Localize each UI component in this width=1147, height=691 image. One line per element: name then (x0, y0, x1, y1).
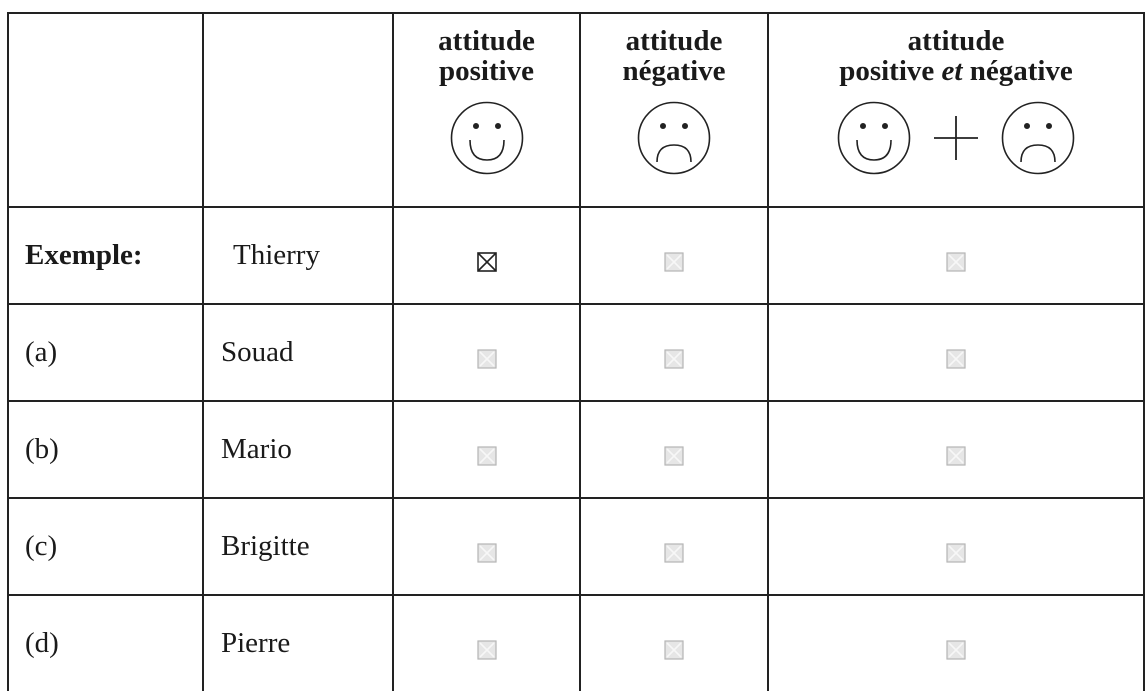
empty-checkbox-icon[interactable] (664, 538, 684, 558)
face-group (769, 100, 1143, 176)
header-row (8, 13, 1144, 207)
cell-positive (393, 304, 580, 401)
column-title-line: positive (438, 55, 535, 87)
face-group (394, 100, 579, 176)
empty-checkbox-icon[interactable] (664, 635, 684, 655)
empty-checkbox-icon[interactable] (477, 538, 497, 558)
cell-both (768, 207, 1144, 304)
empty-checkbox-icon[interactable] (946, 441, 966, 461)
column-title-line: attitude (907, 25, 1005, 57)
row-name: Brigitte (203, 498, 393, 595)
face-group (581, 100, 767, 176)
header-both (768, 13, 1144, 207)
empty-checkbox-icon[interactable] (664, 247, 684, 267)
column-title-positive (394, 26, 579, 86)
empty-checkbox-icon[interactable] (946, 344, 966, 364)
sad-face-icon (1000, 100, 1076, 176)
table-row (8, 207, 1144, 304)
cell-negative (580, 304, 768, 401)
row-label: (a) (8, 304, 203, 401)
column-title-negative (581, 26, 767, 86)
cell-negative (580, 401, 768, 498)
row-name: Mario (203, 401, 393, 498)
table-row (8, 304, 1144, 401)
title-part: négative (962, 55, 1073, 87)
empty-checkbox-icon[interactable] (477, 635, 497, 655)
empty-checkbox-icon[interactable] (664, 344, 684, 364)
table-row (8, 498, 1144, 595)
title-part: positive (839, 55, 942, 87)
header-positive (393, 13, 580, 207)
empty-checkbox-icon[interactable] (946, 635, 966, 655)
sad-face-icon (636, 100, 712, 176)
empty-checkbox-icon[interactable] (477, 344, 497, 364)
header-negative (580, 13, 768, 207)
cell-negative (580, 498, 768, 595)
plus-icon (926, 108, 986, 168)
table-row (8, 595, 1144, 691)
cell-positive (393, 401, 580, 498)
row-name: Souad (203, 304, 393, 401)
cell-negative (580, 595, 768, 691)
column-title-both (769, 26, 1143, 86)
cell-both (768, 498, 1144, 595)
title-emphasis: et (941, 55, 963, 87)
checked-box-icon[interactable] (477, 247, 497, 267)
empty-checkbox-icon[interactable] (946, 247, 966, 267)
cell-positive (393, 595, 580, 691)
empty-checkbox-icon[interactable] (477, 441, 497, 461)
column-title-line: attitude (625, 25, 723, 57)
smiley-face-icon (449, 100, 525, 176)
cell-both (768, 304, 1144, 401)
cell-both (768, 401, 1144, 498)
row-name: Pierre (203, 595, 393, 691)
table-row (8, 401, 1144, 498)
row-label: (b) (8, 401, 203, 498)
smiley-face-icon (836, 100, 912, 176)
column-title-line: négative (622, 55, 726, 87)
row-label: Exemple: (8, 207, 203, 304)
answer-grid (7, 12, 1145, 691)
cell-both (768, 595, 1144, 691)
row-label: (c) (8, 498, 203, 595)
row-label: (d) (8, 595, 203, 691)
row-name: Thierry (203, 207, 393, 304)
empty-checkbox-icon[interactable] (946, 538, 966, 558)
column-title-line (769, 56, 1143, 86)
cell-positive (393, 207, 580, 304)
empty-checkbox-icon[interactable] (664, 441, 684, 461)
header-empty-cell (8, 13, 203, 207)
cell-negative (580, 207, 768, 304)
header-empty-cell (203, 13, 393, 207)
column-title-line: attitude (438, 25, 535, 57)
cell-positive (393, 498, 580, 595)
